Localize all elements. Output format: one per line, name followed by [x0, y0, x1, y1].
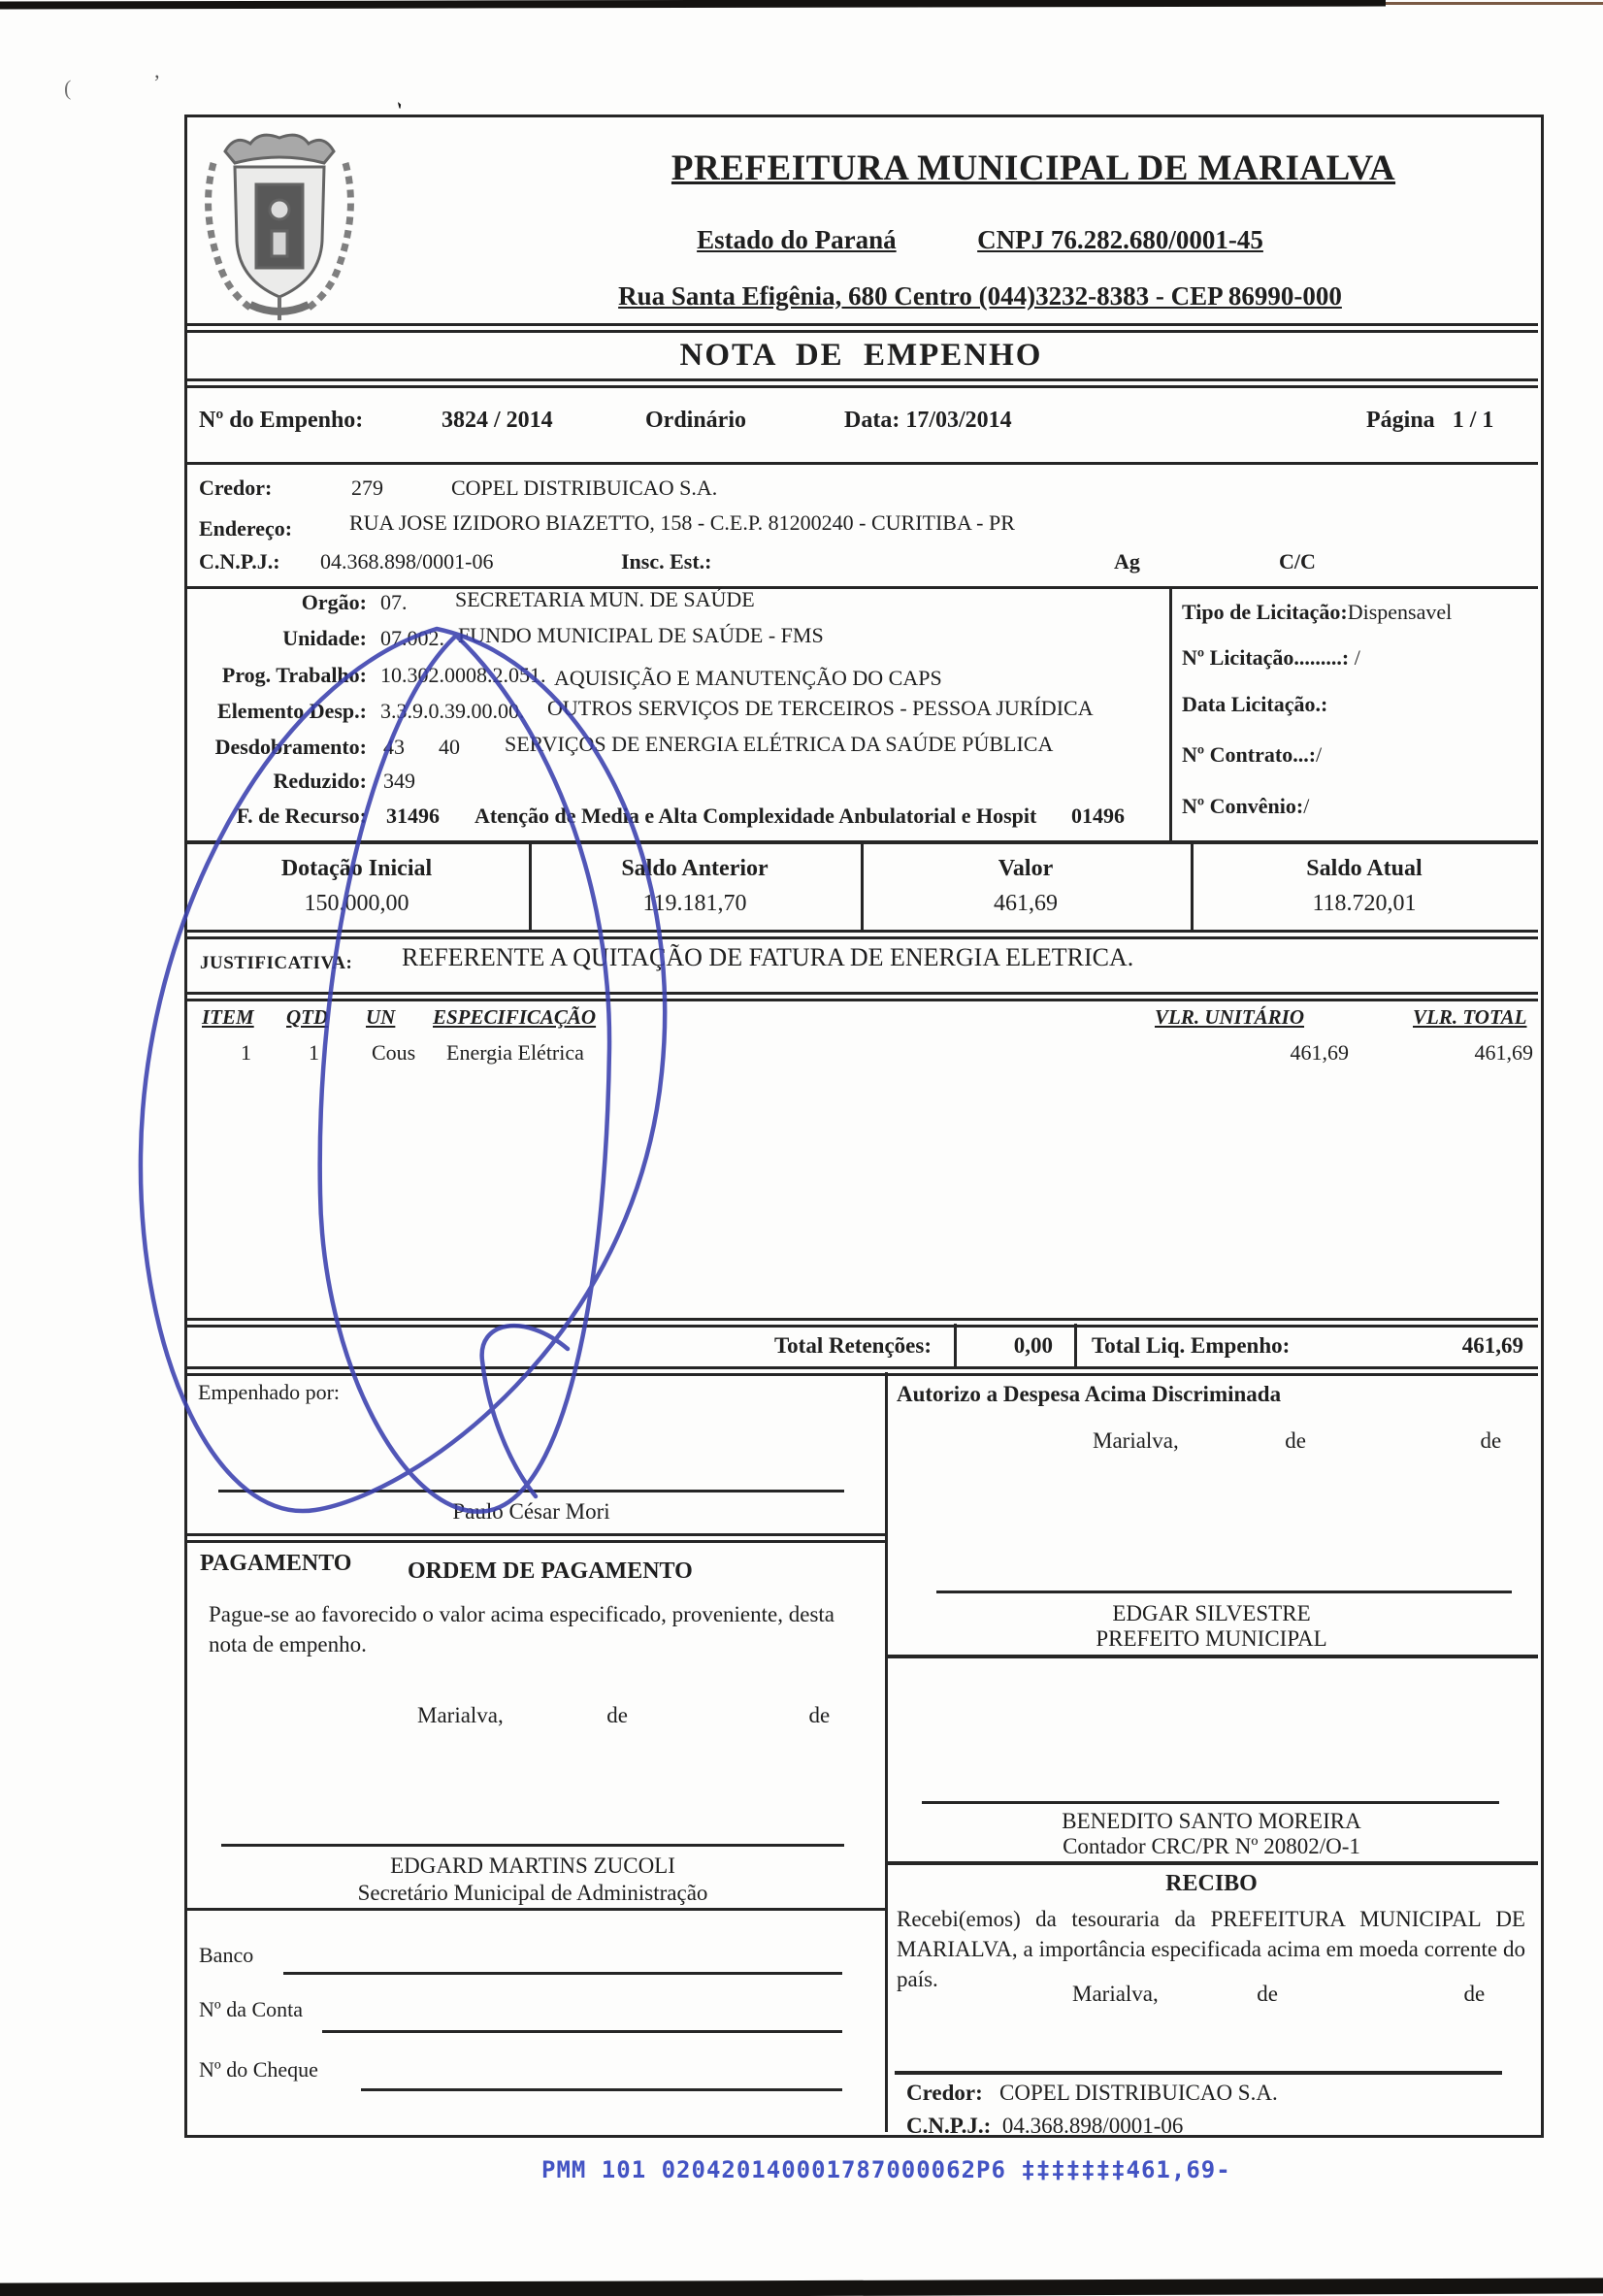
- rule: [895, 2071, 1502, 2075]
- signature-line: [221, 1844, 844, 1847]
- header-cnpj: CNPJ 76.282.680/0001-45: [977, 225, 1263, 254]
- recibo-titulo: RECIBO: [1165, 1871, 1258, 1896]
- ag-label: Ag: [1114, 549, 1140, 574]
- desdobramento-code: 43: [383, 735, 405, 759]
- num-contrato-label: Nº Contrato...:: [1182, 742, 1317, 767]
- empenhado-nome: Paulo César Mori: [452, 1499, 610, 1524]
- autorizo-de-1: de: [1285, 1428, 1306, 1453]
- header-state: Estado do Paraná: [697, 225, 897, 254]
- signature-line: [218, 1490, 844, 1492]
- page-number: 1 / 1: [1452, 408, 1494, 433]
- doc-title: NOTA DE EMPENHO: [679, 338, 1043, 373]
- item-vlr-unitario: 461,69: [1290, 1040, 1349, 1065]
- scan-artifact-top: [0, 0, 1386, 9]
- saldo-atual-value: 118.720,01: [1312, 891, 1417, 916]
- desdobramento-code2: 40: [439, 735, 460, 759]
- conta-label: Nº da Conta: [199, 1997, 304, 2021]
- recibo-credor-label: Credor:: [906, 2081, 983, 2105]
- header-address: Rua Santa Efigênia, 680 Centro (044)3232-8383 - CEP 86990-000: [618, 281, 1342, 311]
- num-convenio-value: /: [1303, 794, 1310, 818]
- total-liq-value: 461,69: [1461, 1333, 1523, 1358]
- cheque-label: Nº do Cheque: [199, 2057, 318, 2082]
- rule: [885, 1655, 1538, 1658]
- scan-artifact-top-right: [1386, 2, 1603, 5]
- pagamento-de-1: de: [606, 1703, 628, 1727]
- elemento-desp-desc: OUTROS SERVIÇOS DE TERCEIROS - PESSOA JURÍDICA: [547, 696, 1094, 720]
- item-qtd: 1: [309, 1040, 319, 1065]
- pagamento-titulo: PAGAMENTO: [200, 1551, 352, 1576]
- empenho-number: 3824 / 2014: [442, 408, 553, 433]
- desdobramento-desc: SERVIÇOS DE ENERGIA ELÉTRICA DA SAÚDE PÚBLICA: [505, 732, 1054, 756]
- num-convenio-label: Nº Convênio:: [1182, 794, 1304, 818]
- secretario-nome: EDGARD MARTINS ZUCOLI: [390, 1853, 675, 1878]
- pagamento-cidade: Marialva,: [417, 1703, 504, 1727]
- dotacao-inicial-label: Dotação Inicial: [280, 856, 433, 881]
- rule: [184, 930, 1538, 939]
- valor-label: Valor: [998, 856, 1054, 881]
- conta-line: [322, 2030, 842, 2033]
- saldo-anterior-label: Saldo Anterior: [621, 856, 769, 881]
- f-recurso-label: F. de Recurso:: [236, 804, 367, 828]
- rule: [184, 1533, 885, 1543]
- scan-artifact-bottom: [0, 2278, 1603, 2296]
- banco-line: [283, 1972, 842, 1975]
- empenhado-por-label: Empenhado por:: [198, 1380, 341, 1404]
- rule: [184, 378, 1538, 388]
- total-retencoes-value: 0,00: [1013, 1333, 1053, 1358]
- orgao-label: Orgão:: [301, 590, 367, 614]
- num-licitacao-label: Nº Licitação.........:: [1182, 645, 1350, 670]
- scan-speck: ’: [153, 70, 161, 94]
- saldo-atual-label: Saldo Atual: [1306, 856, 1423, 881]
- total-retencoes-label: Total Retenções:: [773, 1333, 932, 1358]
- item-vlr-total: 461,69: [1474, 1040, 1533, 1065]
- rule: [184, 1908, 885, 1911]
- recibo-cnpj-value: 04.368.898/0001-06: [1001, 2114, 1184, 2138]
- num-licitacao-value: /: [1354, 645, 1360, 670]
- contador-cargo: Contador CRC/PR Nº 20802/O-1: [1063, 1834, 1360, 1858]
- recibo-credor-value: COPEL DISTRIBUICAO S.A.: [999, 2081, 1278, 2105]
- signature-line: [936, 1591, 1512, 1593]
- recibo-de-2: de: [1463, 1982, 1486, 2006]
- col-header-qtd: QTD: [286, 1005, 329, 1029]
- reduzido-label: Reduzido:: [273, 769, 367, 793]
- signature-line: [922, 1801, 1499, 1804]
- unidade-label: Unidade:: [282, 626, 367, 650]
- prog-trabalho-code: 10.302.0008.2.051.: [380, 663, 546, 687]
- col-header-vlr-unitario: VLR. UNITÁRIO: [1155, 1005, 1305, 1029]
- credor-label: Credor:: [199, 476, 273, 500]
- recibo-cnpj-label: C.N.P.J.:: [906, 2114, 992, 2138]
- pagamento-texto: Pague-se ao favorecido o valor acima especificado, proveniente, desta nota de empenho.: [209, 1602, 834, 1657]
- cheque-line: [361, 2088, 842, 2091]
- cnpj-label: C.N.P.J.:: [199, 549, 280, 574]
- f-recurso-extra: 01496: [1071, 804, 1125, 828]
- cc-label: C/C: [1279, 549, 1316, 574]
- divider: [954, 1324, 957, 1368]
- rule: [184, 992, 1538, 1001]
- prog-trabalho-desc: AQUISIÇÃO E MANUTENÇÃO DO CAPS: [554, 666, 942, 690]
- endereco-value: RUA JOSE IZIDORO BIAZETTO, 158 - C.E.P. 81200240 - CURITIBA - PR: [349, 510, 1015, 535]
- rule: [184, 323, 1538, 333]
- col-header-un: UN: [366, 1005, 396, 1029]
- recibo-cidade: Marialva,: [1072, 1982, 1159, 2006]
- rule: [184, 1366, 1538, 1376]
- scan-speck: (: [64, 76, 72, 100]
- saldo-anterior-value: 119.181,70: [642, 891, 747, 916]
- rule: [184, 462, 1538, 465]
- justificativa-label: JUSTIFICATIVA:: [200, 953, 353, 973]
- col-header-vlr-total: VLR. TOTAL: [1413, 1005, 1527, 1029]
- recibo-texto: Recebi(emos) da tesouraria da PREFEITURA MUNICIPAL DE MARIALVA, a importância especificada acima em moeda corrente do país.: [897, 1907, 1525, 1992]
- col-header-item: ITEM: [202, 1005, 254, 1029]
- credor-name: COPEL DISTRIBUICAO S.A.: [451, 476, 718, 500]
- dotacao-inicial-value: 150.000,00: [304, 891, 409, 916]
- recibo-de-1: de: [1257, 1982, 1278, 2006]
- tipo-licitacao-value: Dispensavel: [1347, 600, 1453, 624]
- credor-code: 279: [351, 476, 383, 500]
- autorizo-label: Autorizo a Despesa Acima Discriminada: [897, 1382, 1282, 1406]
- autorizo-de-2: de: [1480, 1428, 1502, 1453]
- elemento-desp-code: 3.3.9.0.39.00.00.: [380, 699, 525, 723]
- insc-est-label: Insc. Est.:: [621, 549, 712, 574]
- page-label: Página: [1366, 408, 1435, 433]
- prefeito-cargo: PREFEITO MUNICIPAL: [1096, 1626, 1327, 1651]
- cnpj-value: 04.368.898/0001-06: [320, 549, 494, 574]
- autorizo-cidade: Marialva,: [1093, 1428, 1179, 1453]
- prog-trabalho-label: Prog. Trabalho:: [221, 663, 367, 687]
- dot-matrix-footer: PMM 101 020420140001787000062P6 ‡‡‡‡‡‡‡461,69-: [541, 2156, 1231, 2183]
- empenho-number-label: Nº do Empenho:: [199, 408, 364, 433]
- rule: [184, 1318, 1538, 1328]
- total-liq-label: Total Liq. Empenho:: [1092, 1333, 1291, 1358]
- data-licitacao-label: Data Licitação.:: [1182, 692, 1328, 716]
- item-especificacao: Energia Elétrica: [446, 1040, 584, 1065]
- unidade-code: 07.002.: [380, 626, 444, 650]
- f-recurso-desc: Atenção de Media e Alta Complexidade Anbulatorial e Hospit: [474, 804, 1037, 828]
- orgao-desc: SECRETARIA MUN. DE SAÚDE: [455, 587, 755, 611]
- prefeito-nome: EDGAR SILVESTRE: [1112, 1601, 1311, 1625]
- justificativa-text: REFERENTE A QUITAÇÃO DE FATURA DE ENERGIA ELETRICA.: [402, 943, 1134, 971]
- endereco-label: Endereço:: [199, 516, 293, 541]
- item-un: Cous: [372, 1040, 416, 1065]
- reduzido-code: 349: [383, 769, 415, 793]
- scan-speck: `: [382, 97, 408, 125]
- desdobramento-label: Desdobramento:: [214, 735, 367, 759]
- tipo-licitacao-label: Tipo de Licitação:: [1182, 600, 1348, 624]
- col-header-especificacao: ESPECIFICAÇÃO: [433, 1005, 597, 1029]
- divider: [1074, 1324, 1077, 1368]
- empenho-type: Ordinário: [645, 408, 747, 433]
- secretario-cargo: Secretário Municipal de Administração: [357, 1881, 708, 1905]
- header-title: PREFEITURA MUNICIPAL DE MARIALVA: [671, 148, 1396, 188]
- item-number: 1: [241, 1040, 251, 1065]
- f-recurso-code: 31496: [386, 804, 440, 828]
- elemento-desp-label: Elemento Desp.:: [217, 699, 367, 723]
- unidade-desc: FUNDO MUNICIPAL DE SAÚDE - FMS: [458, 623, 824, 647]
- empenho-date: Data: 17/03/2014: [844, 408, 1012, 433]
- valor-value: 461,69: [994, 891, 1058, 916]
- divider: [885, 1372, 888, 2132]
- orgao-code: 07.: [380, 590, 408, 614]
- pagamento-de-2: de: [808, 1703, 831, 1727]
- banco-label: Banco: [199, 1943, 254, 1967]
- num-contrato-value: /: [1316, 742, 1323, 767]
- coat-of-arms-logo: [196, 124, 363, 322]
- ordem-pagamento-titulo: ORDEM DE PAGAMENTO: [408, 1558, 693, 1584]
- rule: [885, 1861, 1538, 1865]
- contador-nome: BENEDITO SANTO MOREIRA: [1062, 1809, 1361, 1833]
- divider: [1169, 586, 1172, 842]
- rule: [184, 586, 1538, 589]
